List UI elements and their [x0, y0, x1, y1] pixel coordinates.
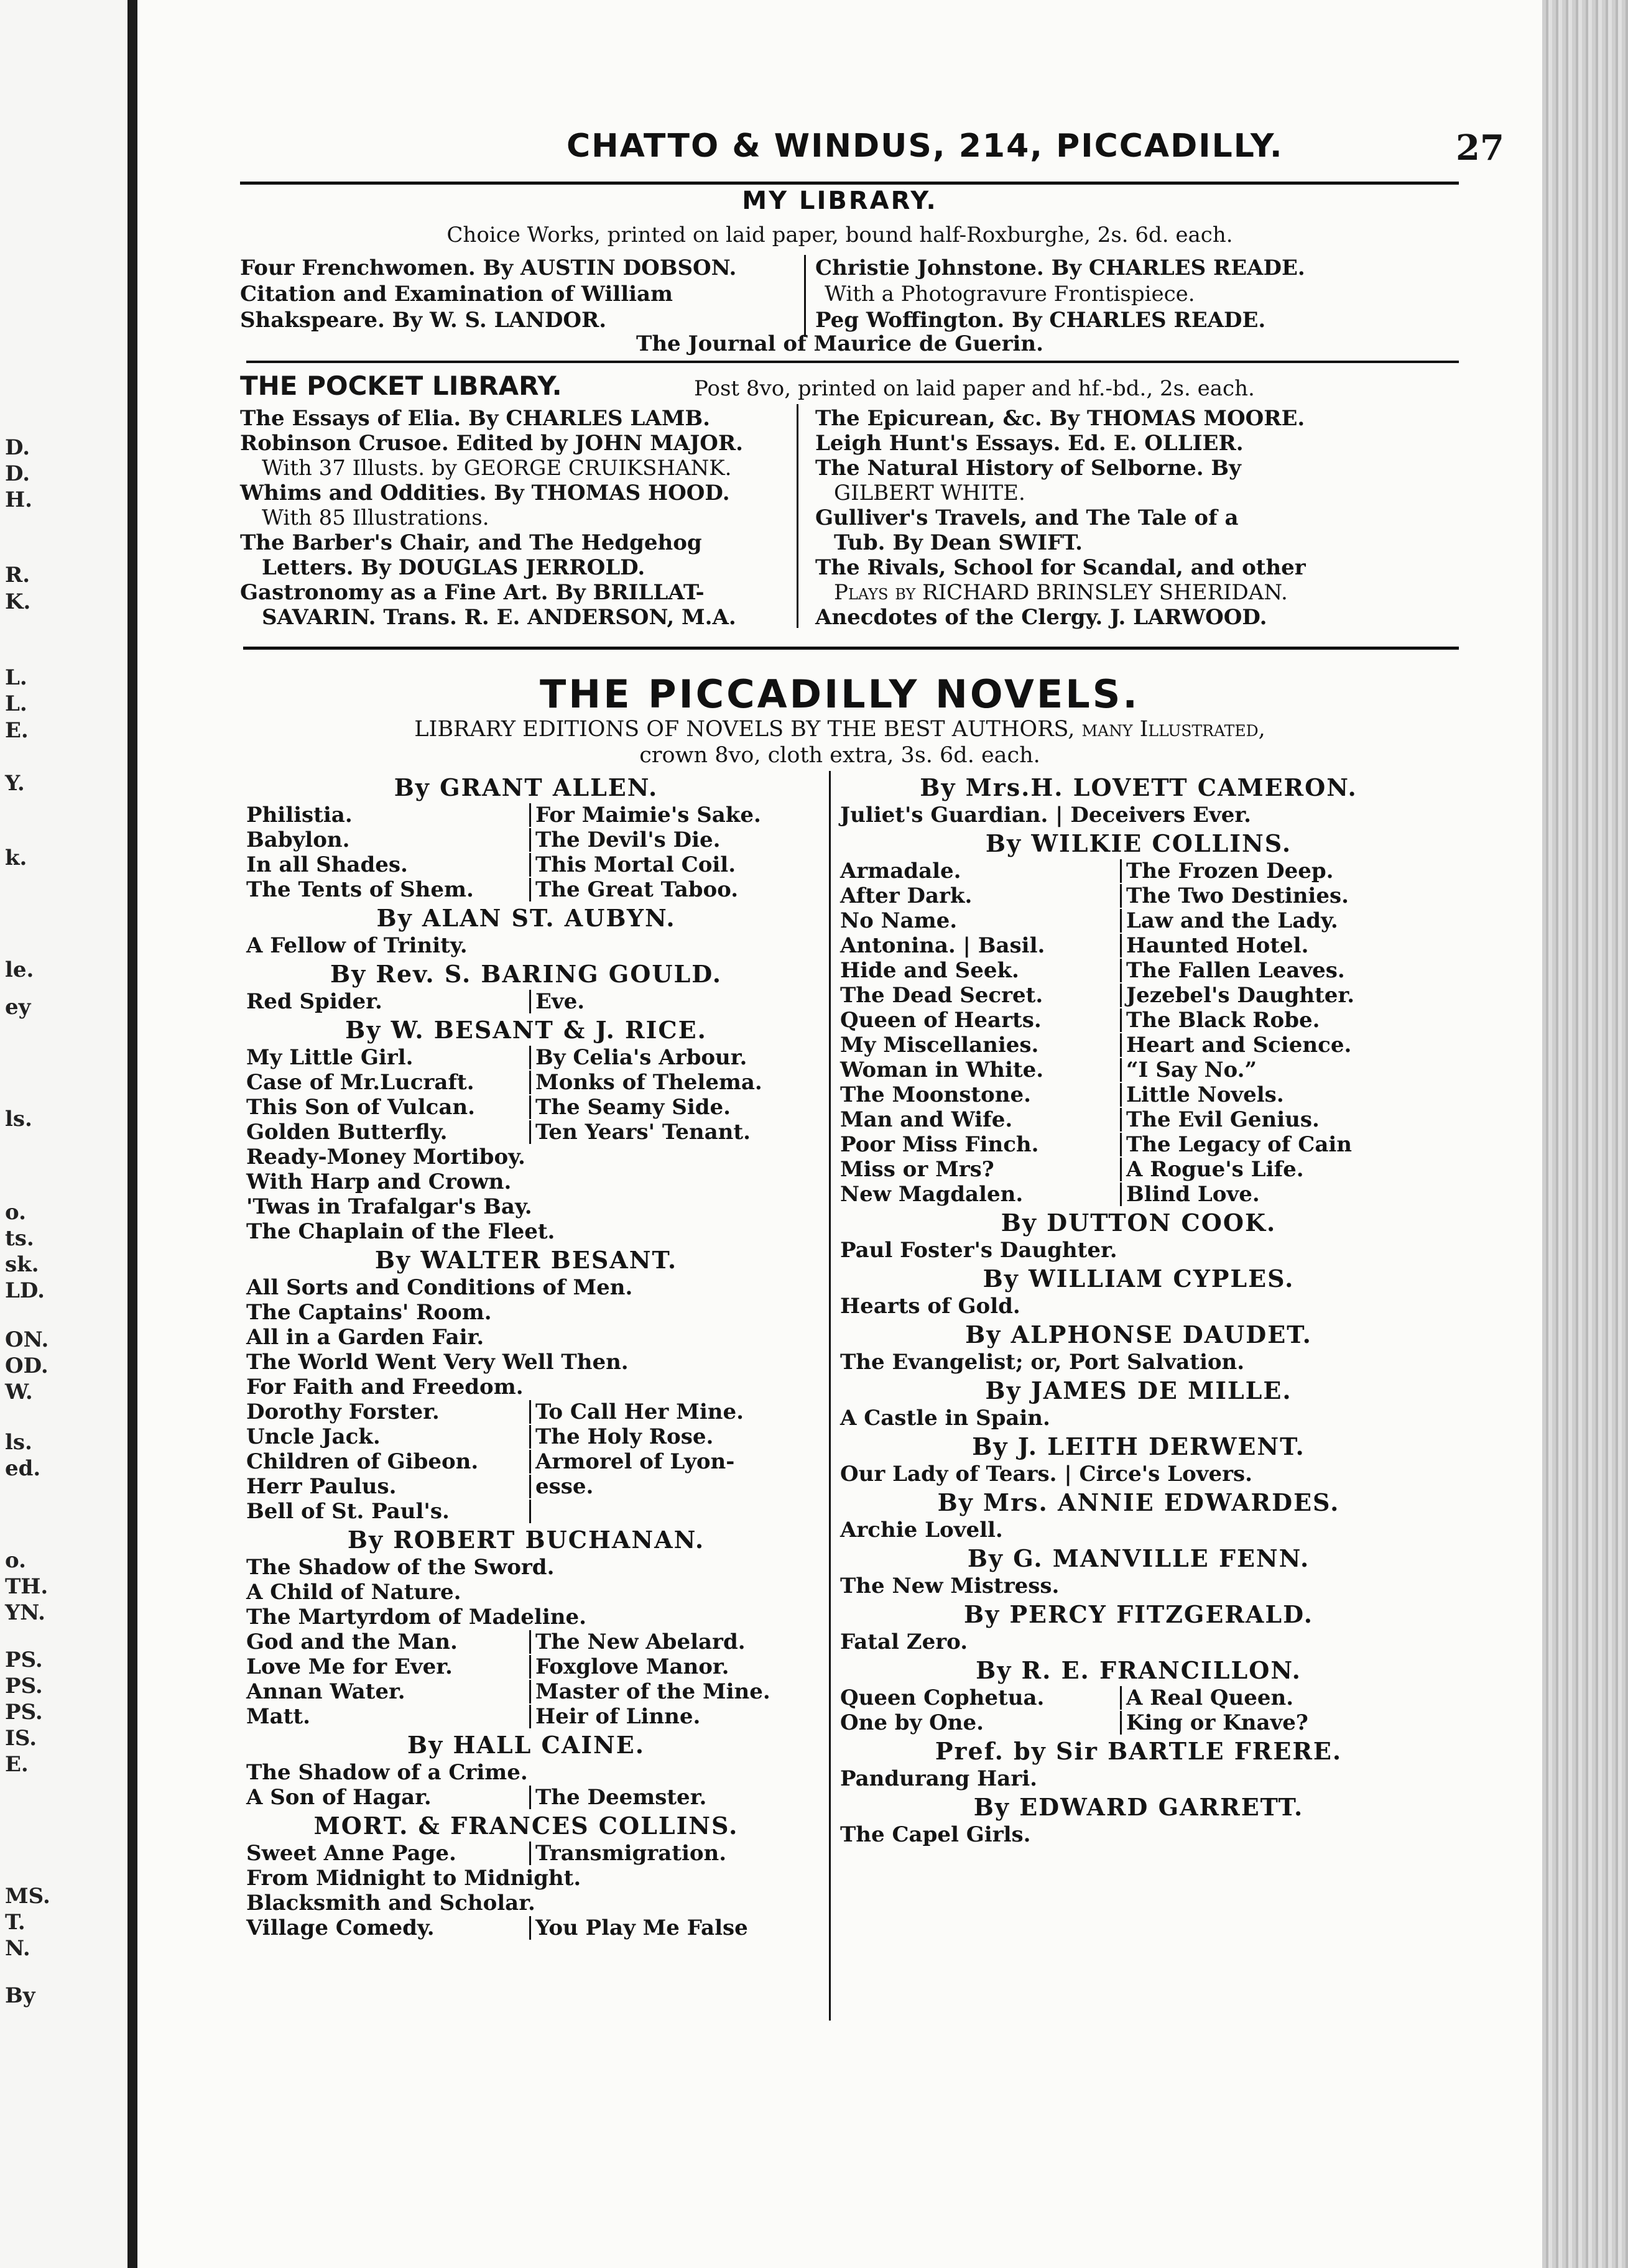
margin-fragment: MS.	[5, 1884, 50, 1909]
novel-title: In all Shades.	[246, 852, 408, 877]
book-entry: Gulliver's Travels, and The Tale of a	[815, 505, 1239, 530]
pair-divider	[529, 1046, 531, 1069]
book-entry: With a Photogravure Frontispiece.	[825, 282, 1195, 307]
margin-fragment: N.	[5, 1936, 30, 1961]
novel-title: Dorothy Forster.	[246, 1399, 440, 1424]
pair-divider	[1120, 1058, 1122, 1082]
novel-title: Paul Foster's Daughter.	[840, 1238, 1117, 1263]
author-heading: By GRANT ALLEN.	[394, 773, 659, 801]
novel-title: Transmigration.	[535, 1841, 727, 1866]
novel-title: Blacksmith and Scholar.	[246, 1891, 535, 1915]
piccadilly-subtitle-2: crown 8vo, cloth extra, 3s. 6d. each.	[639, 743, 1040, 768]
pair-divider	[1120, 1158, 1122, 1181]
novel-title: Matt.	[246, 1704, 310, 1729]
novel-title: esse.	[535, 1474, 594, 1499]
pair-divider	[529, 1786, 531, 1809]
novel-title: No Name.	[840, 908, 958, 933]
novel-title: Jezebel's Daughter.	[1126, 983, 1355, 1008]
pair-divider	[529, 1400, 531, 1424]
margin-fragment: D.	[5, 461, 30, 486]
margin-fragment: K.	[5, 589, 31, 614]
book-entry: The Rivals, School for Scandal, and other	[815, 555, 1306, 580]
margin-fragment: k.	[5, 846, 27, 870]
novel-title: All Sorts and Conditions of Men.	[246, 1275, 633, 1300]
pair-divider	[529, 1705, 531, 1728]
novel-title: The Seamy Side.	[535, 1095, 731, 1120]
novel-title: King or Knave?	[1126, 1710, 1308, 1735]
pair-divider	[529, 828, 531, 852]
novel-title: The World Went Very Well Then.	[246, 1350, 629, 1375]
book-page	[137, 0, 1542, 2268]
pair-divider	[1120, 1711, 1122, 1735]
novel-title: “I Say No.”	[1126, 1058, 1257, 1082]
author-heading: By ALPHONSE DAUDET.	[965, 1321, 1312, 1348]
novel-title: A Castle in Spain.	[840, 1406, 1050, 1431]
novel-title: The Two Destinies.	[1126, 883, 1349, 908]
binding-edge	[1542, 0, 1628, 2268]
pair-divider	[529, 1655, 531, 1679]
author-heading: By WALTER BESANT.	[374, 1246, 678, 1274]
novel-title: Pandurang Hari.	[840, 1766, 1037, 1791]
margin-fragment: ts.	[5, 1226, 34, 1251]
novel-title: The Black Robe.	[1126, 1008, 1320, 1033]
novel-title: For Maimie's Sake.	[535, 803, 761, 827]
margin-fragment: ey	[5, 995, 31, 1020]
novel-title: Poor Miss Finch.	[840, 1132, 1039, 1157]
author-heading: By HALL CAINE.	[407, 1731, 645, 1759]
novel-title: The Devil's Die.	[535, 827, 721, 852]
pocket-library-divider	[797, 404, 798, 628]
novel-title: All in a Garden Fair.	[246, 1325, 484, 1350]
novel-title: From Midnight to Midnight.	[246, 1866, 581, 1891]
margin-fragment: ed.	[5, 1456, 41, 1481]
novel-title: Uncle Jack.	[246, 1424, 381, 1449]
novel-title: Our Lady of Tears. | Circe's Lovers.	[840, 1462, 1252, 1487]
novel-title: My Little Girl.	[246, 1045, 414, 1070]
novel-title: Golden Butterfly.	[246, 1120, 448, 1145]
author-heading: By WILLIAM CYPLES.	[983, 1265, 1295, 1293]
section-rule-2	[243, 647, 1459, 650]
novel-title: Herr Paulus.	[246, 1474, 397, 1499]
novel-title: Red Spider.	[246, 989, 382, 1014]
novel-title: My Miscellanies.	[840, 1033, 1039, 1058]
book-entry: Christie Johnstone. By CHARLES READE.	[815, 256, 1305, 280]
novel-title: A Real Queen.	[1126, 1685, 1294, 1710]
novel-title: Children of Gibeon.	[246, 1449, 479, 1474]
margin-fragment: ON.	[5, 1327, 49, 1352]
novel-title: Little Novels.	[1126, 1082, 1284, 1107]
novel-title: With Harp and Crown.	[246, 1169, 512, 1194]
author-heading: By G. MANVILLE FENN.	[967, 1544, 1310, 1572]
novel-title: A Fellow of Trinity.	[246, 933, 468, 958]
margin-fragment: L.	[5, 665, 27, 690]
author-heading: By PERCY FITZGERALD.	[964, 1600, 1313, 1628]
pair-divider	[529, 803, 531, 827]
book-entry: Whims and Oddities. By THOMAS HOOD.	[240, 481, 730, 505]
pocket-library-subtitle: Post 8vo, printed on laid paper and hf.-bd., 2s. each.	[694, 376, 1255, 401]
novel-title: Master of the Mine.	[535, 1679, 770, 1704]
book-entry: Citation and Examination of William	[240, 282, 673, 307]
novel-title: Armorel of Lyon-	[535, 1449, 735, 1474]
book-entry: Letters. By DOUGLAS JERROLD.	[262, 555, 645, 580]
novel-title: The Capel Girls.	[840, 1822, 1031, 1847]
novel-title: Monks of Thelema.	[535, 1070, 762, 1095]
margin-fragment: OD.	[5, 1353, 49, 1378]
novel-title: By Celia's Arbour.	[535, 1045, 747, 1070]
novel-title: The Shadow of the Sword.	[246, 1555, 555, 1580]
novel-title: The Holy Rose.	[535, 1424, 714, 1449]
novel-title: The Tents of Shem.	[246, 877, 474, 902]
novel-title: Haunted Hotel.	[1126, 933, 1309, 958]
pair-divider	[529, 990, 531, 1013]
pair-divider	[529, 1500, 531, 1523]
author-heading: By ALAN ST. AUBYN.	[376, 904, 676, 932]
novel-title: The Captains' Room.	[246, 1300, 492, 1325]
novel-title: Queen Cophetua.	[840, 1685, 1045, 1710]
novel-title: Woman in White.	[840, 1058, 1044, 1082]
novel-title: To Call Her Mine.	[535, 1399, 744, 1424]
running-header: CHATTO & WINDUS, 214, PICCADILLY.	[567, 127, 1283, 165]
author-heading: Pref. by Sir BARTLE FRERE.	[935, 1737, 1343, 1765]
novel-title: Armadale.	[840, 859, 961, 883]
margin-fragment: R.	[5, 563, 30, 588]
margin-fragment: By	[5, 1983, 35, 2008]
novel-title: This Son of Vulcan.	[246, 1095, 475, 1120]
margin-fragment: E.	[5, 1752, 29, 1777]
margin-fragment: sk.	[5, 1252, 39, 1277]
novel-title: The Great Taboo.	[535, 877, 739, 902]
section-rule-1	[246, 361, 1459, 363]
pair-divider	[529, 1475, 531, 1498]
novel-title: The Deemster.	[535, 1785, 707, 1810]
page-number: 27	[1456, 127, 1504, 168]
novel-title: Miss or Mrs?	[840, 1157, 994, 1182]
author-heading: By Mrs.H. LOVETT CAMERON.	[920, 773, 1357, 801]
book-entry: The Barber's Chair, and The Hedgehog	[240, 530, 702, 555]
novel-title: Blind Love.	[1126, 1182, 1260, 1207]
book-entry: Leigh Hunt's Essays. Ed. E. OLLIER.	[815, 431, 1244, 456]
piccadilly-column-divider	[829, 771, 831, 2021]
author-heading: By EDWARD GARRETT.	[973, 1793, 1304, 1821]
novel-title: Bell of St. Paul's.	[246, 1499, 450, 1524]
pocket-library-title: THE POCKET LIBRARY.	[240, 371, 562, 401]
pair-divider	[1120, 984, 1122, 1007]
novel-title: The Frozen Deep.	[1126, 859, 1334, 883]
novel-title: The Shadow of a Crime.	[246, 1760, 528, 1785]
novel-title: Juliet's Guardian. | Deceivers Ever.	[840, 803, 1251, 827]
novel-title: Fatal Zero.	[840, 1630, 968, 1654]
novel-title: The Evil Genius.	[1126, 1107, 1320, 1132]
novel-title: Ten Years' Tenant.	[535, 1120, 751, 1145]
novel-title: Ready-Money Mortiboy.	[246, 1145, 525, 1169]
author-heading: By J. LEITH DERWENT.	[972, 1432, 1305, 1460]
book-entry: Shakspeare. By W. S. LANDOR.	[240, 308, 607, 333]
header-rule	[240, 182, 1459, 185]
book-entry: Four Frenchwomen. By AUSTIN DOBSON.	[240, 256, 737, 280]
pair-divider	[529, 1071, 531, 1094]
pair-divider	[1120, 1133, 1122, 1156]
margin-fragment: PS.	[5, 1648, 43, 1672]
pair-divider	[529, 1425, 531, 1449]
novel-title: New Magdalen.	[840, 1182, 1024, 1207]
book-entry: The Epicurean, &c. By THOMAS MOORE.	[815, 406, 1305, 431]
pair-divider	[529, 1095, 531, 1119]
pair-divider	[1120, 859, 1122, 883]
pair-divider	[529, 1916, 531, 1940]
margin-fragment: ls.	[5, 1430, 32, 1455]
novel-title: Case of Mr.Lucraft.	[246, 1070, 474, 1095]
novel-title: One by One.	[840, 1710, 984, 1735]
author-heading: MORT. & FRANCES COLLINS.	[313, 1812, 739, 1840]
margin-fragment: D.	[5, 435, 30, 460]
pair-divider	[1120, 934, 1122, 957]
margin-fragment: ls.	[5, 1107, 32, 1132]
novel-title: Queen of Hearts.	[840, 1008, 1042, 1033]
pair-divider	[529, 853, 531, 877]
margin-fragment: o.	[5, 1548, 26, 1573]
novel-title: Antonina. | Basil.	[840, 933, 1045, 958]
pair-divider	[1120, 959, 1122, 982]
piccadilly-subtitle-1: LIBRARY EDITIONS OF NOVELS BY THE BEST AUTHORS, many Illustrated,	[414, 717, 1265, 742]
my-library-footer: The Journal of Maurice de Guerin.	[636, 331, 1043, 356]
novel-title: A Son of Hagar.	[246, 1785, 432, 1810]
facing-page-edge	[0, 0, 137, 2268]
novel-title: God and the Man.	[246, 1630, 458, 1654]
book-entry: Gastronomy as a Fine Art. By BRILLAT-	[240, 580, 705, 605]
novel-title: Archie Lovell.	[840, 1518, 1003, 1542]
pair-divider	[529, 1450, 531, 1473]
pair-divider	[1120, 1686, 1122, 1710]
book-entry: Tub. By Dean SWIFT.	[834, 530, 1083, 555]
margin-fragment: H.	[5, 487, 32, 512]
novel-title: Foxglove Manor.	[535, 1654, 729, 1679]
novel-title: The New Abelard.	[535, 1630, 746, 1654]
book-entry: With 85 Illustrations.	[262, 505, 489, 530]
pair-divider	[1120, 909, 1122, 933]
novel-title: This Mortal Coil.	[535, 852, 736, 877]
margin-fragment: L.	[5, 691, 27, 716]
margin-fragment: LD.	[5, 1278, 45, 1303]
margin-fragment: W.	[5, 1380, 33, 1404]
book-entry: Anecdotes of the Clergy. J. LARWOOD.	[815, 605, 1267, 630]
pair-divider	[529, 1120, 531, 1144]
book-entry: The Natural History of Selborne. By	[815, 456, 1241, 481]
novel-title: The Legacy of Cain	[1126, 1132, 1352, 1157]
novel-title: Heir of Linne.	[535, 1704, 701, 1729]
novel-title: 'Twas in Trafalgar's Bay.	[246, 1194, 532, 1219]
book-entry: GILBERT WHITE.	[834, 481, 1025, 505]
book-entry: Plays by RICHARD BRINSLEY SHERIDAN.	[834, 580, 1288, 605]
novel-title: Hearts of Gold.	[840, 1294, 1020, 1319]
margin-fragment: Y.	[5, 771, 25, 796]
margin-fragment: le.	[5, 957, 34, 982]
novel-title: The Fallen Leaves.	[1126, 958, 1345, 983]
novel-title: Annan Water.	[246, 1679, 405, 1704]
novel-title: Village Comedy.	[246, 1915, 435, 1940]
novel-title: Hide and Seek.	[840, 958, 1019, 983]
book-entry: Peg Woffington. By CHARLES READE.	[815, 308, 1266, 333]
novel-title: A Rogue's Life.	[1126, 1157, 1304, 1182]
novel-title: Heart and Science.	[1126, 1033, 1352, 1058]
piccadilly-title: THE PICCADILLY NOVELS.	[540, 671, 1140, 717]
my-library-title: MY LIBRARY.	[742, 187, 938, 215]
pair-divider	[1120, 884, 1122, 908]
pair-divider	[529, 1842, 531, 1865]
margin-fragment: o.	[5, 1200, 26, 1225]
novel-title: Man and Wife.	[840, 1107, 1013, 1132]
pair-divider	[529, 1630, 531, 1654]
novel-title: Babylon.	[246, 827, 350, 852]
novel-title: The Dead Secret.	[840, 983, 1043, 1008]
margin-fragment: PS.	[5, 1674, 43, 1699]
novel-title: Love Me for Ever.	[246, 1654, 453, 1679]
book-entry: SAVARIN. Trans. R. E. ANDERSON, M.A.	[262, 605, 736, 630]
author-heading: By Rev. S. BARING GOULD.	[330, 960, 723, 988]
novel-title: The Evangelist; or, Port Salvation.	[840, 1350, 1245, 1375]
novel-title: The Moonstone.	[840, 1082, 1031, 1107]
pair-divider	[1120, 1083, 1122, 1107]
author-heading: By W. BESANT & J. RICE.	[345, 1016, 707, 1044]
margin-fragment: T.	[5, 1910, 25, 1935]
novel-title: For Faith and Freedom.	[246, 1375, 524, 1399]
author-heading: By ROBERT BUCHANAN.	[347, 1526, 705, 1554]
novel-title: The Chaplain of the Fleet.	[246, 1219, 555, 1244]
pair-divider	[1120, 1008, 1122, 1032]
pair-divider	[1120, 1108, 1122, 1132]
my-library-subtitle: Choice Works, printed on laid paper, bound half-Roxburghe, 2s. 6d. each.	[446, 223, 1233, 247]
book-entry: With 37 Illusts. by GEORGE CRUIKSHANK.	[262, 456, 732, 481]
novel-title: The Martyrdom of Madeline.	[246, 1605, 586, 1630]
novel-title: Sweet Anne Page.	[246, 1841, 456, 1866]
margin-fragment: PS.	[5, 1700, 43, 1725]
margin-fragment: E.	[5, 718, 29, 743]
novel-title: Law and the Lady.	[1126, 908, 1338, 933]
author-heading: By Mrs. ANNIE EDWARDES.	[937, 1488, 1340, 1516]
my-library-divider	[804, 255, 806, 337]
margin-fragment: IS.	[5, 1726, 37, 1751]
novel-title: You Play Me False	[535, 1915, 748, 1940]
pair-divider	[529, 878, 531, 901]
margin-fragment: YN.	[5, 1600, 46, 1625]
author-heading: By JAMES DE MILLE.	[985, 1376, 1292, 1404]
novel-title: Philistia.	[246, 803, 353, 827]
pair-divider	[1120, 1182, 1122, 1206]
pair-divider	[529, 1680, 531, 1703]
novel-title: The New Mistress.	[840, 1574, 1060, 1598]
novel-title: After Dark.	[840, 883, 973, 908]
pair-divider	[1120, 1033, 1122, 1057]
author-heading: By R. E. FRANCILLON.	[976, 1656, 1302, 1684]
novel-title: Eve.	[535, 989, 585, 1014]
margin-fragment: TH.	[5, 1574, 49, 1599]
book-entry: The Essays of Elia. By CHARLES LAMB.	[240, 406, 710, 431]
book-entry: Robinson Crusoe. Edited by JOHN MAJOR.	[240, 431, 744, 456]
author-heading: By WILKIE COLLINS.	[985, 829, 1292, 857]
author-heading: By DUTTON COOK.	[1001, 1209, 1277, 1237]
novel-title: A Child of Nature.	[246, 1580, 461, 1605]
